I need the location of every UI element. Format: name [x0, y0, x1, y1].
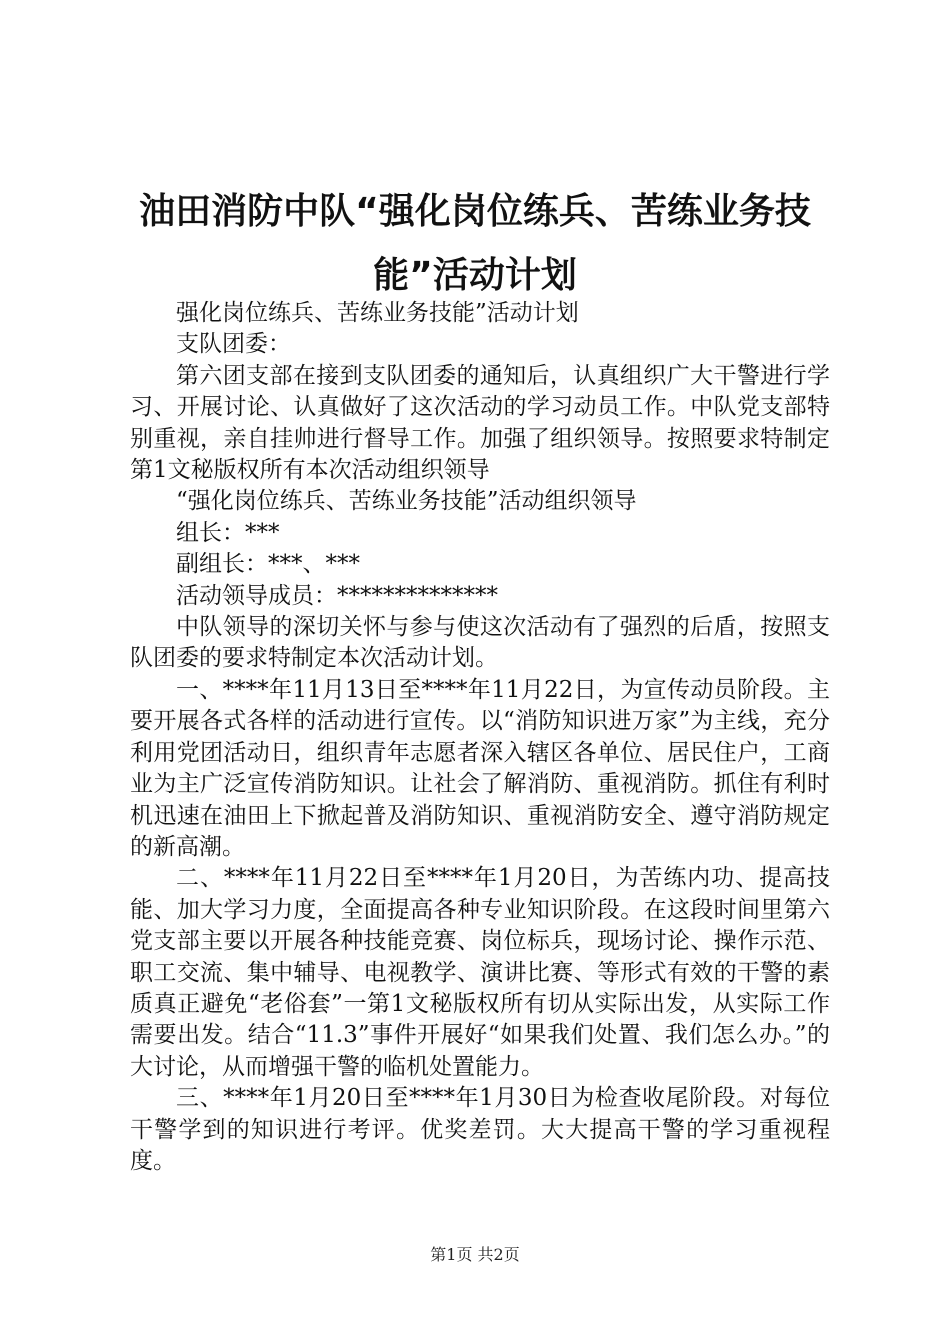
paragraph-phase-two: 二、****年11月22日至****年1月20日，为苦练内功、提高技能、加大学习力度，全面提高各种专业知识阶段。在这段时间里第六党支部主要以开展各种技能竞赛、岗位标兵，现场讨论、操作示范、职工交流、集中辅导、电视教学、演讲比赛、等形式有效的干警的素质真正避免“老俗套”一第1文秘版权所有切从实际出发，从实际工作需要出发。结合“11.3”事件开展好“如果我们处置、我们怎么办。”的大讨论，从而增强干警的临机处置能力。	[130, 865, 830, 1080]
document-title: 油田消防中队“强化岗位练兵、苦练业务技能”活动计划	[139, 191, 811, 296]
paragraph-salutation: 支队团委：	[176, 331, 291, 358]
paragraph-intro: 第六团支部在接到支队团委的通知后，认真组织广大干警进行学习、开展讨论、认真做好了这次活动的学习动员工作。中队党支部特别重视，亲自挂帅进行督导工作。加强了组织领导。按照要求特制定第1文秘版权所有本次活动组织领导	[130, 362, 830, 484]
page-number-footer: 第1页 共2页	[430, 1245, 520, 1264]
paragraph-phase-one: 一、****年11月13日至****年11月22日，为宣传动员阶段。主要开展各式各样的活动进行宣传。以“消防知识进万家”为主线，充分利用党团活动日，组织青年志愿者深入辖区各单位、居民住户，工商业为主广泛宣传消防知识。让社会了解消防、重视消防。抓住有利时机迅速在油田上下掀起普及消防知识、重视消防安全、遵守消防规定的新高潮。	[130, 676, 830, 860]
paragraph-subtitle: 强化岗位练兵、苦练业务技能”活动计划	[176, 300, 579, 326]
paragraph-leader: 组长：***	[176, 519, 280, 546]
paragraph-leadership-heading: “强化岗位练兵、苦练业务技能”活动组织领导	[176, 488, 637, 515]
paragraph-members: 活动领导成员：**************	[176, 582, 498, 609]
paragraph-deputy-leader: 副组长：***、***	[176, 551, 360, 578]
paragraph-support: 中队领导的深切关怀与参与使这次活动有了强烈的后盾，按照支队团委的要求特制定本次活动计划。	[130, 614, 830, 672]
paragraph-phase-three: 三、****年1月20日至****年1月30日为检查收尾阶段。对每位干警学到的知识进行考评。优奖差罚。大大提高干警的学习重视程度。	[130, 1085, 830, 1174]
document-body	[130, 298, 830, 1177]
